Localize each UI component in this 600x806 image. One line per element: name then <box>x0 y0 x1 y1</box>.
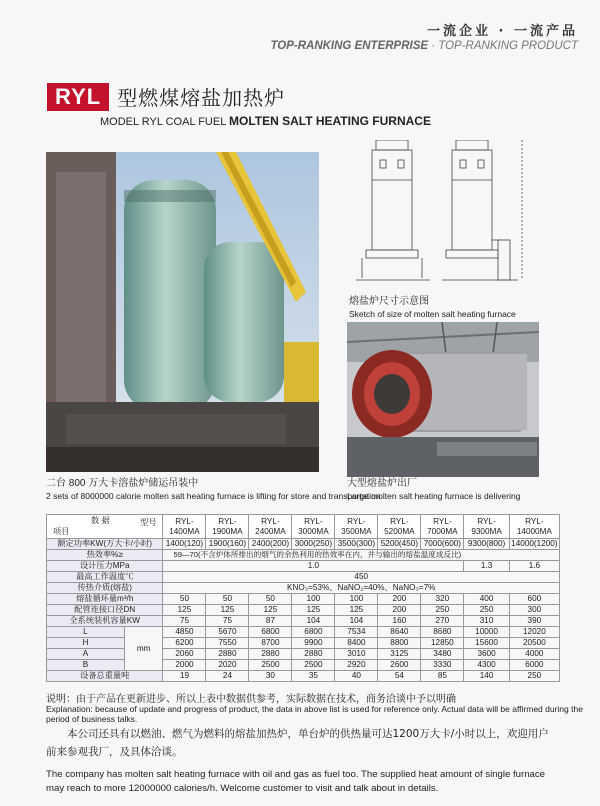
model-header: RYL-9300MA <box>464 515 509 539</box>
table-row: 热效率%≥ 59—70(不含炉体所排出的烟气的余热利用的热效率在内，并与输出的熔盐温度成反比) <box>47 550 560 561</box>
paragraph-en: The company has molten salt heating furnace with oil and gas as fuel too. The supplied heat amount of single furnace may reach to more 12000000 calories/h. Welcome customer to visit and talk about in details. <box>46 769 546 794</box>
table-row: L mm 4850 5670 6800 6800 7534 8640 8680 10000 12020 <box>47 627 560 638</box>
caption-sketch: 熔盐炉尺寸示意图 Sketch of size of molten salt heating furnace <box>349 296 516 319</box>
model-header: RYL-3500MA <box>335 515 378 539</box>
table-row: 额定功率KW(万大卡/小时) 1400(120) 1900(160) 2400(200) 3000(250) 3500(300) 5200(450) 7000(600) 9300(800) 14000(1200) <box>47 539 560 550</box>
model-header: RYL-5200MA <box>378 515 421 539</box>
note-en: Explanation: because of update and progress of product, the data in above list is used for reference only. Actual data will be affirmed during the period of business talks. <box>46 704 583 724</box>
table-row: H 6200 7550 8700 9900 8400 8800 12850 15600 20500 <box>47 638 560 649</box>
page-subtitle: MODEL RYL COAL FUEL MOLTEN SALT HEATING FURNACE <box>100 114 431 128</box>
table-row: 设计压力MPa 1.0 1.3 1.6 <box>47 561 560 572</box>
model-header: RYL-2400MA <box>249 515 292 539</box>
paragraph-cn: 本公司还具有以燃油、燃气为燃料的熔盐加热炉，单台炉的供热量可达1200万大卡/小时以上，欢迎用户前来参观我厂，及具体洽谈。 <box>46 728 549 758</box>
title-row <box>47 82 285 111</box>
model-header: RYL-3000MA <box>292 515 335 539</box>
model-header: RYL-1900MA <box>206 515 249 539</box>
header-en: TOP-RANKING ENTERPRISE · TOP-RANKING PRODUCT <box>270 40 578 52</box>
photo-delivering-furnace <box>347 322 539 477</box>
table-row: 配管连接口径DN 125 125 125 125 125 200 250 250 300 <box>47 605 560 616</box>
table-row: 最高工作温度℃ 450 <box>47 572 560 583</box>
table-row: 传热介质(熔盐) KNO₃=53%、NaNO₂=40%、NaNO₃=7% <box>47 583 560 594</box>
caption-delivery: 大型熔盐炉出厂 Large molten salt heating furnace is delivering <box>347 478 521 501</box>
model-header: RYL-7000MA <box>421 515 464 539</box>
table-row: B 2000 2020 2500 2500 2920 2600 3330 4300 6000 <box>47 660 560 671</box>
model-tag: RYL <box>47 83 109 111</box>
table-row: 熔盐循环量m³/h 50 50 50 100 100 200 320 400 600 <box>47 594 560 605</box>
table-row: A 2060 2880 2880 2880 3010 3125 3480 3600 4000 <box>47 649 560 660</box>
note-cn: 说明：由于产品在更新进步、所以上表中数据供参考，实际数据在技术，商务洽谈中予以明确 <box>46 694 456 705</box>
table-row: 设备总重量吨 19 24 30 35 40 54 85 140 250 <box>47 671 560 682</box>
page-title: 型燃煤熔盐加热炉 <box>117 86 286 110</box>
table-corner: 数 据 型号 项目 <box>47 515 163 539</box>
model-header: RYL-1400MA <box>163 515 206 539</box>
spec-table <box>46 514 560 682</box>
photo-lifting-furnaces <box>46 152 319 472</box>
sketch-furnace-size <box>352 140 532 288</box>
model-header: RYL-14000MA <box>509 515 559 539</box>
table-row: 全系统装机容量KW 75 75 87 104 104 160 270 310 390 <box>47 616 560 627</box>
caption-lifting: 二台 800 万大卡溶盐炉储运吊装中 2 sets of 8000000 calorie molten salt heating furnace is lifting for store and transportation <box>46 478 381 501</box>
header-cn: 一流企业 · 一流产品 <box>427 24 578 39</box>
